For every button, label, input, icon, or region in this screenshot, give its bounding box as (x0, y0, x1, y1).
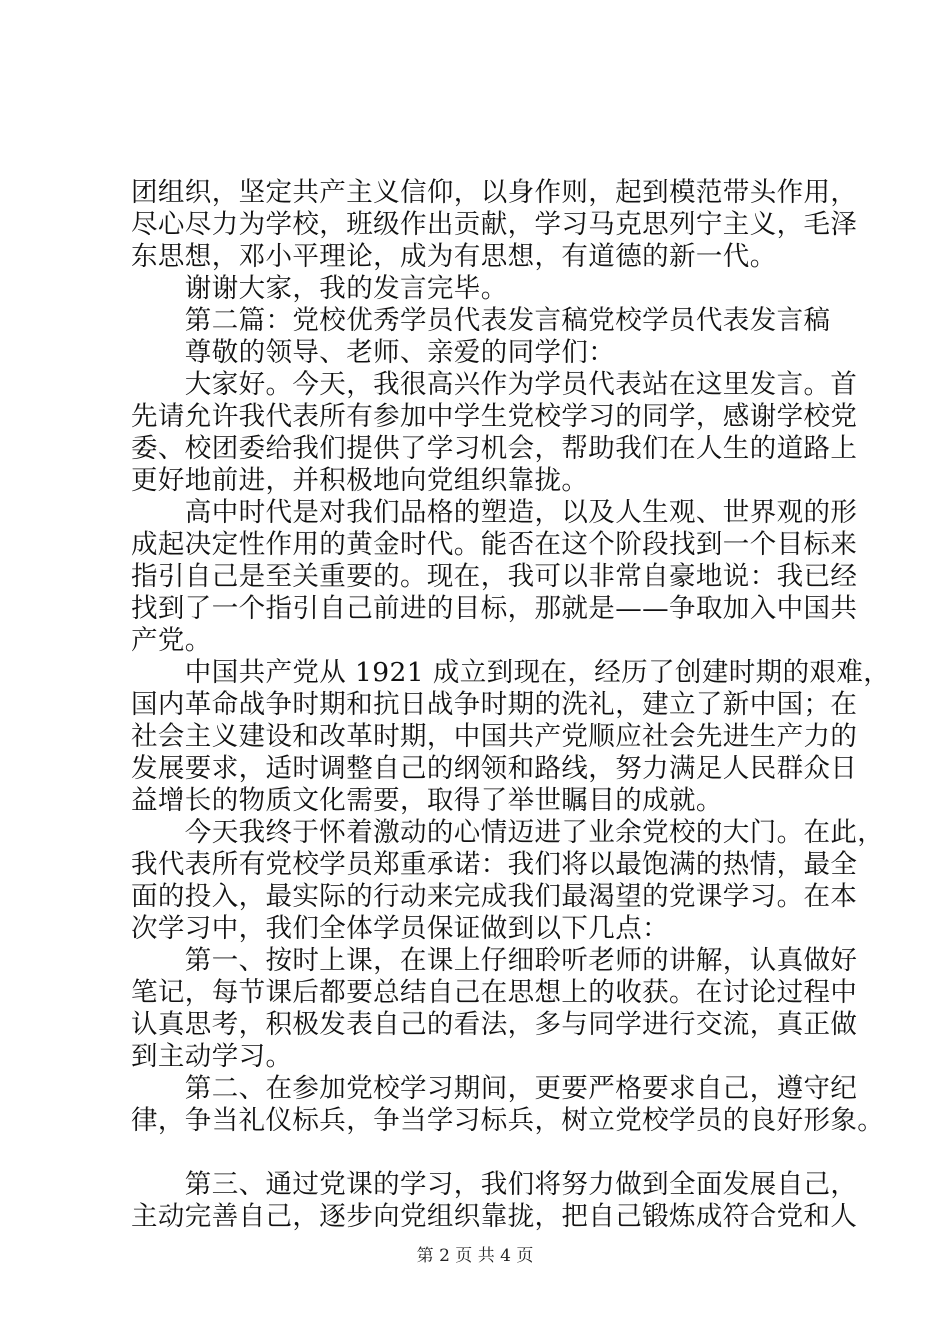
text-line: 发展要求，适时调整自己的纲领和路线，努力满足人民群众日 (131, 753, 858, 784)
text-line: 谢谢大家，我的发言完毕。 (131, 273, 508, 304)
text-line: 尊敬的领导、老师、亲爱的同学们： (131, 337, 616, 368)
page-number-footer: 第 2 页 共 4 页 (416, 1246, 534, 1266)
text-line: 第一、按时上课，在课上仔细聆听老师的讲解，认真做好 (131, 945, 858, 976)
text-line: 律，争当礼仪标兵，争当学习标兵，树立党校学员的良好形象。 (131, 1105, 885, 1136)
text-line: 主动完善自己，逐步向党组织靠拢，把自己锻炼成符合党和人 (131, 1201, 858, 1232)
text-line: 第三、通过党课的学习，我们将努力做到全面发展自己， (131, 1169, 858, 1200)
text-line: 尽心尽力为学校，班级作出贡献，学习马克思列宁主义，毛泽 (131, 209, 858, 240)
section-heading: 第二篇：党校优秀学员代表发言稿党校学员代表发言稿 (131, 305, 831, 336)
text-line: 大家好。今天，我很高兴作为学员代表站在这里发言。首 (131, 369, 858, 400)
text-line: 高中时代是对我们品格的塑造，以及人生观、世界观的形 (131, 497, 858, 528)
text-line: 先请允许我代表所有参加中学生党校学习的同学，感谢学校党 (131, 401, 858, 432)
text-line: 产党。 (131, 625, 212, 656)
text-line: 面的投入，最实际的行动来完成我们最渴望的党课学习。在本 (131, 881, 858, 912)
text-line: 益增长的物质文化需要，取得了举世瞩目的成就。 (131, 785, 723, 816)
text-line: 社会主义建设和改革时期，中国共产党顺应社会先进生产力的 (131, 721, 858, 752)
text-line: 团组织，坚定共产主义信仰，以身作则，起到模范带头作用， (131, 177, 858, 208)
text-line: 成起决定性作用的黄金时代。能否在这个阶段找到一个目标来 (131, 529, 858, 560)
text-line: 认真思考，积极发表自己的看法，多与同学进行交流，真正做 (131, 1009, 858, 1040)
text-line: 今天我终于怀着激动的心情迈进了业余党校的大门。在此， (131, 817, 885, 848)
text-line: 委、校团委给我们提供了学习机会，帮助我们在人生的道路上 (131, 433, 858, 464)
text-line: 我代表所有党校学员郑重承诺：我们将以最饱满的热情，最全 (131, 849, 858, 880)
text-line: 更好地前进，并积极地向党组织靠拢。 (131, 465, 589, 496)
text-line: 国内革命战争时期和抗日战争时期的洗礼，建立了新中国；在 (131, 689, 858, 720)
text-line: 找到了一个指引自己前进的目标，那就是——争取加入中国共 (131, 593, 858, 624)
text-line: 第二、在参加党校学习期间，更要严格要求自己，遵守纪 (131, 1073, 858, 1104)
text-line: 中国共产党从 1921 成立到现在，经历了创建时期的艰难， (131, 657, 891, 688)
text-line: 笔记，每节课后都要总结自己在思想上的收获。在讨论过程中 (131, 977, 858, 1008)
text-line: 东思想，邓小平理论，成为有思想，有道德的新一代。 (131, 241, 777, 272)
text-line: 指引自己是至关重要的。现在，我可以非常自豪地说：我已经 (131, 561, 858, 592)
text-line: 次学习中，我们全体学员保证做到以下几点： (131, 913, 669, 944)
text-line: 到主动学习。 (131, 1041, 293, 1072)
